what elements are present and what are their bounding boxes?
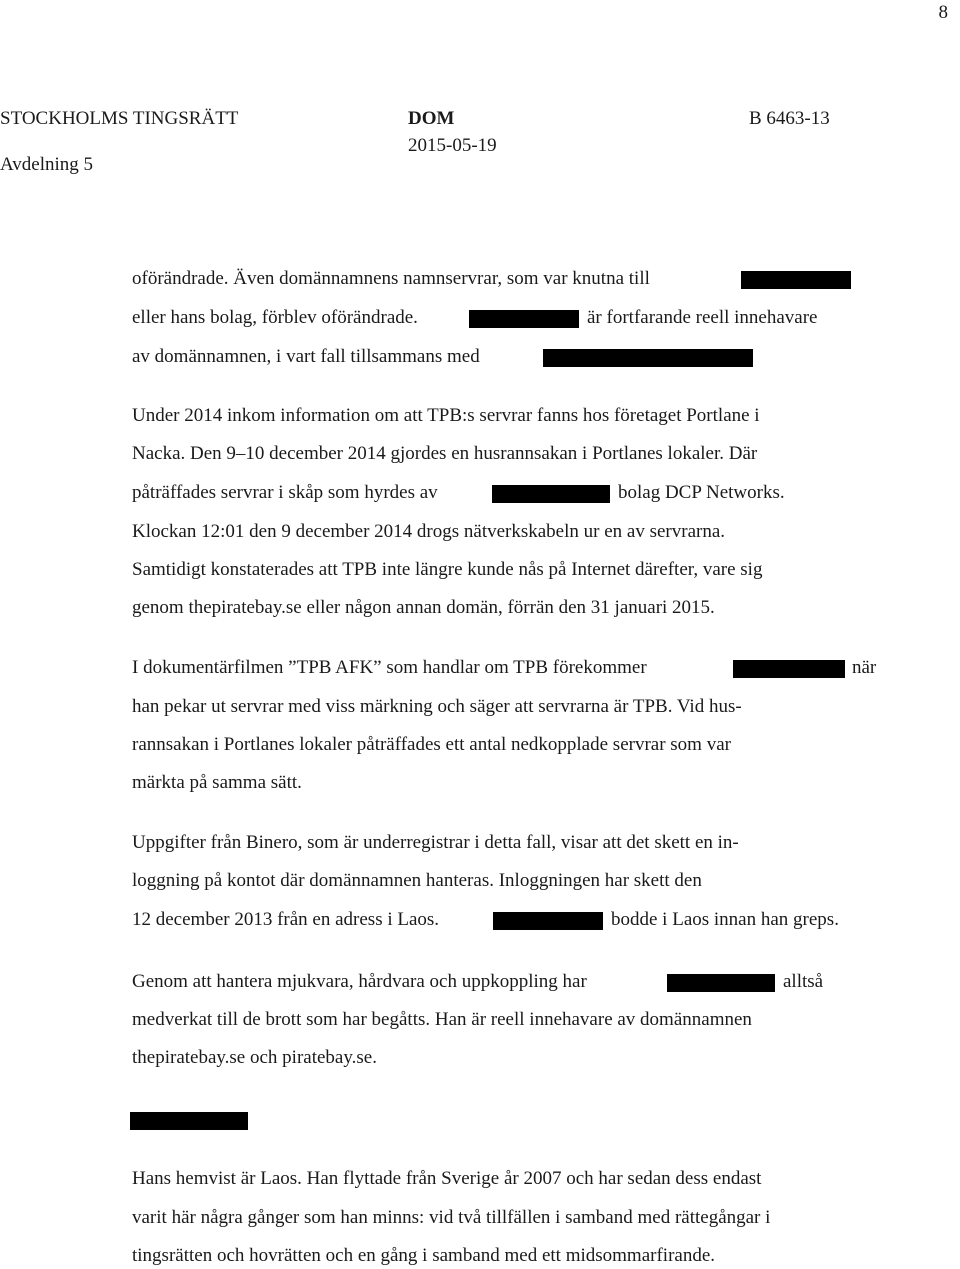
body-line: 12 december 2013 från en adress i Laos.: [132, 909, 440, 930]
redaction-bar: [741, 271, 851, 289]
body-line: rannsakan i Portlanes lokaler påträffades ett antal nedkopplade servrar som var: [132, 734, 731, 755]
body-line: bodde i Laos innan han greps.: [611, 909, 839, 930]
court-name: STOCKHOLMS TINGSRÄTT: [0, 108, 239, 129]
redaction-bar: [493, 912, 603, 930]
body-line: Under 2014 inkom information om att TPB:s servrar fanns hos företaget Portlane i: [132, 405, 760, 426]
body-line: Genom att hantera mjukvara, hårdvara och uppkoppling har: [132, 971, 587, 992]
body-line: Uppgifter från Binero, som är underregistrar i detta fall, visar att det skett en in-: [132, 832, 739, 853]
body-line: varit här några gånger som han minns: vid två tillfällen i samband med rättegångar i: [132, 1207, 771, 1228]
body-line: av domännamnen, i vart fall tillsammans med: [132, 346, 480, 367]
document-date: 2015-05-19: [408, 135, 497, 156]
body-line: påträffades servrar i skåp som hyrdes av: [132, 482, 438, 503]
body-line: eller hans bolag, förblev oförändrade.: [132, 307, 418, 328]
redaction-bar: [469, 310, 579, 328]
redaction-bar: [543, 349, 753, 367]
body-line: tingsrätten och hovrätten och en gång i samband med ett midsommarfirande.: [132, 1245, 716, 1266]
body-line: I dokumentärfilmen ”TPB AFK” som handlar om TPB förekommer: [132, 657, 647, 678]
body-line: märkta på samma sätt.: [132, 772, 302, 793]
body-line: Klockan 12:01 den 9 december 2014 drogs nätverkskabeln ur en av servrarna.: [132, 521, 726, 542]
redaction-bar: [733, 660, 845, 678]
court-division: Avdelning 5: [0, 154, 94, 175]
body-line: medverkat till de brott som har begåtts. Han är reell innehavare av domännamnen: [132, 1009, 752, 1030]
body-line: är fortfarande reell innehavare: [587, 307, 818, 328]
page-number: 8: [938, 2, 948, 23]
body-line: oförändrade. Även domännamnens namnservrar, som var knutna till: [132, 268, 650, 289]
document-type: DOM: [408, 108, 455, 129]
body-line: genom thepiratebay.se eller någon annan domän, förrän den 31 januari 2015.: [132, 597, 715, 618]
redaction-bar: [667, 974, 775, 992]
case-number: B 6463-13: [749, 108, 830, 129]
body-line: när: [852, 657, 877, 678]
redacted-heading: [130, 1112, 248, 1130]
body-line: Nacka. Den 9–10 december 2014 gjordes en husrannsakan i Portlanes lokaler. Där: [132, 443, 758, 464]
body-line: Samtidigt konstaterades att TPB inte längre kunde nås på Internet därefter, vare sig: [132, 559, 763, 580]
body-line: loggning på kontot där domännamnen hanteras. Inloggningen har skett den: [132, 870, 702, 891]
body-line: thepiratebay.se och piratebay.se.: [132, 1047, 377, 1068]
body-line: han pekar ut servrar med viss märkning och säger att servrarna är TPB. Vid hus-: [132, 696, 742, 717]
redaction-bar: [492, 485, 610, 503]
body-line: Hans hemvist är Laos. Han flyttade från Sverige år 2007 och har sedan dess endast: [132, 1168, 762, 1189]
body-line: alltså: [783, 971, 824, 992]
body-line: bolag DCP Networks.: [618, 482, 785, 503]
